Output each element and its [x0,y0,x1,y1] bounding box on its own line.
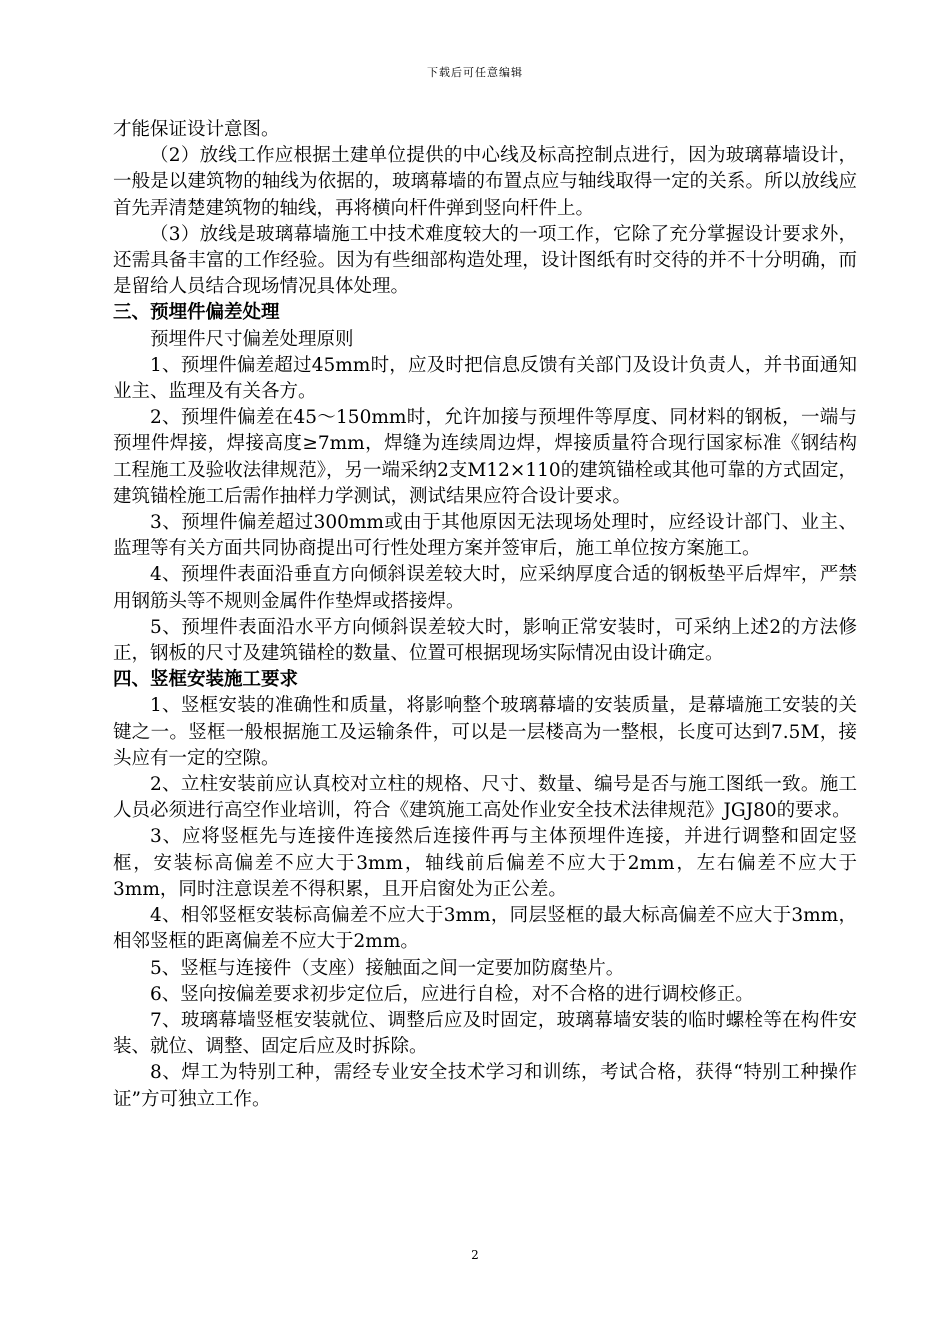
document-body [113,117,857,1113]
section-heading-3: 三、预埋件偏差处理 [113,302,280,324]
section-heading-4: 四、竖框安装施工要求 [113,669,299,691]
paragraph-layout-3: （3）放线是玻璃幕墙施工中技术难度较大的一项工作，它除了充分掌握设计要求外，还需具备丰富的工作经验。因为有些细部构造处理，设计图纸有时交待的并不十分明确，而是留给人员结合现场情况具体处理。 [113,223,857,298]
paragraph-continuation: 才能保证设计意图。 [113,119,280,140]
paragraph-embed-5: 5、预埋件表面沿水平方向倾斜误差较大时，影响正常安装时，可采纳上述2的方法修正，钢板的尺寸及建筑锚栓的数量、位置可根据现场实际情况由设计确定。 [113,616,857,665]
paragraph-embed-4: 4、预埋件表面沿垂直方向倾斜误差较大时，应采纳厚度合适的钢板垫平后焊牢，严禁用钢筋头等不规则金属件作垫焊或搭接焊。 [113,564,857,612]
page-header: 下载后可任意编辑 [427,66,523,79]
paragraph-frame-6: 6、竖向按偏差要求初步定位后，应进行自检，对不合格的进行调校修正。 [150,983,754,1005]
paragraph-layout-2: （2）放线工作应根据土建单位提供的中心线及标高控制点进行，因为玻璃幕墙设计，一般是以建筑物的轴线为依据的，玻璃幕墙的布置点应与轴线取得一定的关系。所以放线应首先弄清楚建筑物的轴线，再将横向杆件弹到竖向杆件上。 [113,145,857,219]
paragraph-embed-1: 1、预埋件偏差超过45mm时，应及时把信息反馈有关部门及设计负责人，并书面通知业主、监理及有关各方。 [113,354,857,403]
paragraph-frame-7: 7、玻璃幕墙竖框安装就位、调整后应及时固定，玻璃幕墙安装的临时螺栓等在构件安装、就位、调整、固定后应及时拆除。 [113,1009,857,1058]
paragraph-frame-5: 5、竖框与连接件（支座）接触面之间一定要加防腐垫片。 [150,957,625,979]
paragraph-embed-3: 3、预埋件偏差超过300mm或由于其他原因无法现场处理时，应经设计部门、业主、监理等有关方面共同协商提出可行性处理方案并签审后，施工单位按方案施工。 [113,512,857,560]
paragraph-principle: 预埋件尺寸偏差处理原则 [150,328,354,350]
paragraph-frame-8: 8、焊工为特别工种，需经专业安全技术学习和训练，考试合格，获得“特别工种操作证”方可独立工作。 [113,1062,857,1110]
paragraph-frame-1: 1、竖框安装的准确性和质量，将影响整个玻璃幕墙的安装质量，是幕墙施工安装的关键之一。竖框一般根据施工及运输条件，可以是一层楼高为一整根，长度可达到7.5M，接头应有一定的空隙。 [113,695,857,769]
paragraph-frame-3: 3、应将竖框先与连接件连接然后连接件再与主体预埋件连接，并进行调整和固定竖框，安装标高偏差不应大于3mm，轴线前后偏差不应大于2mm，左右偏差不应大于3mm，同时注意误差不得积累，且开启窗处为正公差。 [113,826,857,900]
paragraph-embed-2: 2、预埋件偏差在45～150mm时，允许加接与预埋件等厚度、同材料的钢板，一端与预埋件焊接，焊接高度≥7mm，焊缝为连续周边焊，焊接质量符合现行国家标准《钢结构工程施工及验收法律规范》，另一端采纳2支M12×110的建筑锚栓或其他可靠的方式固定，建筑锚栓施工后需作抽样力学测试，测试结果应符合设计要求。 [113,407,857,507]
paragraph-frame-4: 4、相邻竖框安装标高偏差不应大于3mm，同层竖框的最大标高偏差不应大于3mm，相邻竖框的距离偏差不应大于2mm。 [113,905,857,953]
paragraph-frame-2: 2、立柱安装前应认真校对立柱的规格、尺寸、数量、编号是否与施工图纸一致。施工人员必须进行高空作业培训，符合《建筑施工高处作业安全技术法律规范》JGJ80的要求。 [113,774,857,822]
page-number: 2 [471,1248,479,1262]
